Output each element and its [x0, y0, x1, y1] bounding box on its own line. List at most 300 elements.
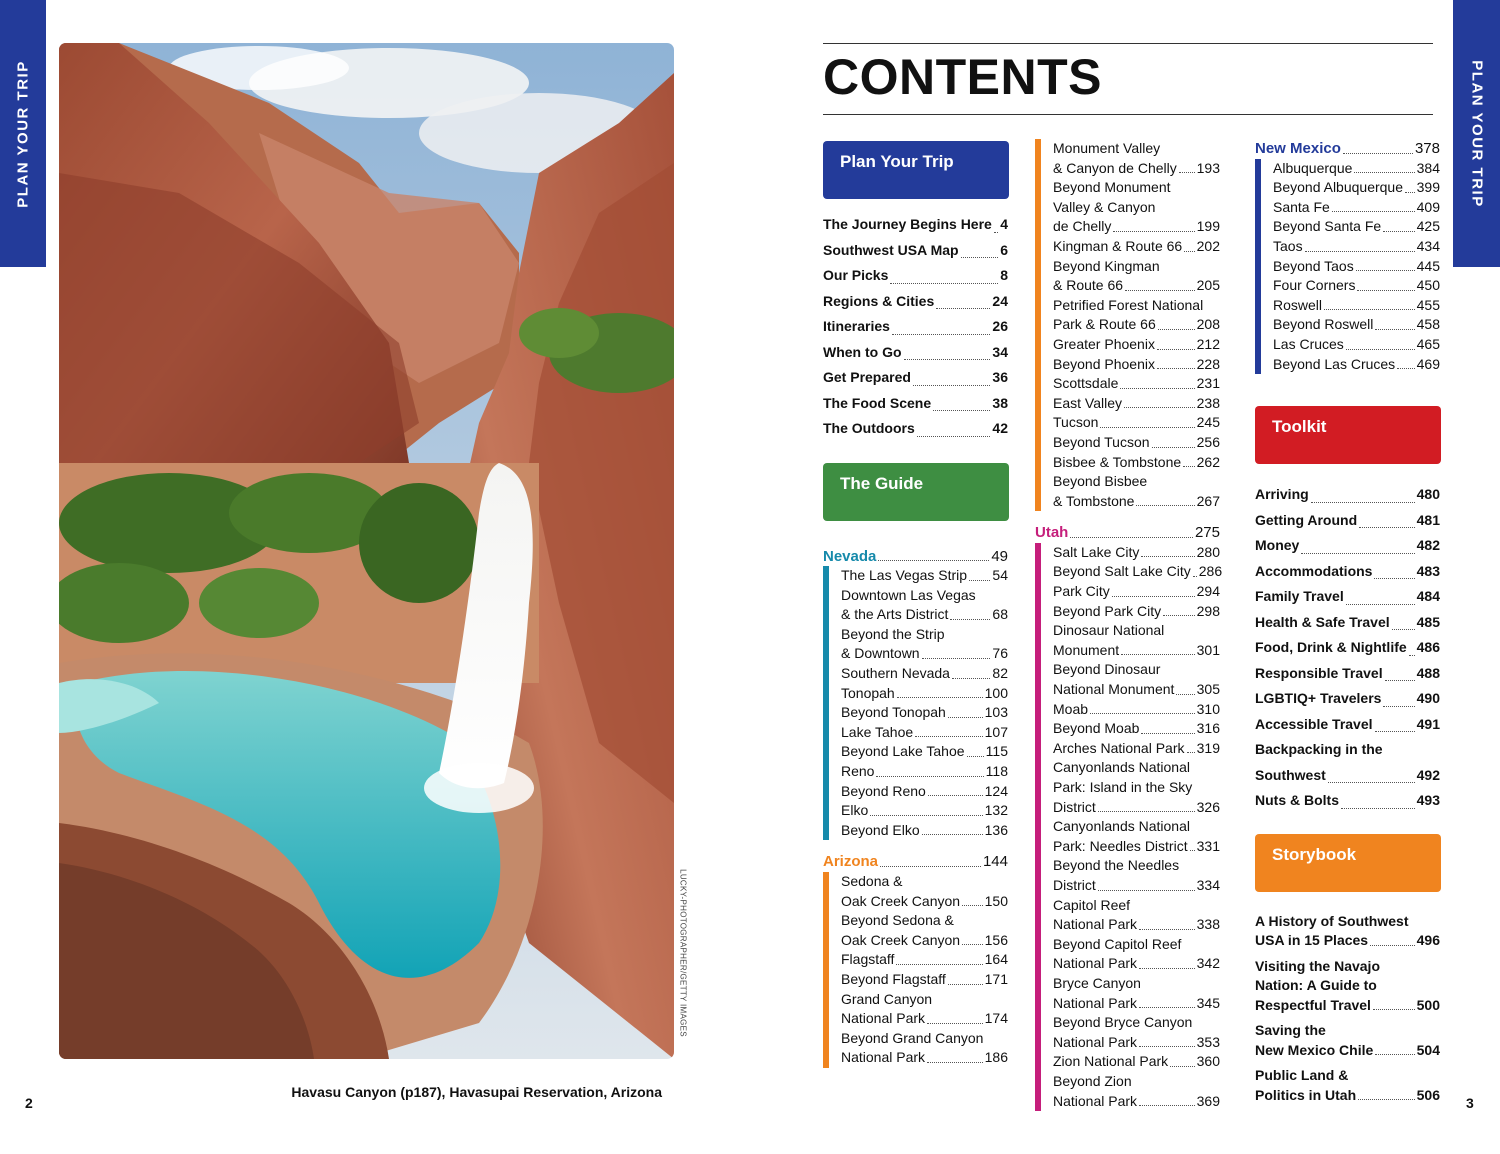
leader-dots — [1179, 172, 1195, 173]
toc-entry[interactable] — [1273, 159, 1443, 179]
leader-dots — [1397, 368, 1414, 369]
toc-entry-line — [1053, 394, 1220, 414]
toc-entry[interactable] — [823, 263, 1011, 289]
toc-entry-label: Backpacking in the — [1255, 741, 1383, 758]
toc-entry-page: 193 — [1196, 159, 1220, 176]
toc-entry-page: 262 — [1196, 453, 1220, 470]
toc-entry[interactable] — [1053, 582, 1223, 602]
toc-entry[interactable] — [841, 950, 1011, 970]
toc-entry-line — [841, 990, 1008, 1010]
toc-entry-label: Regions & Cities — [823, 292, 935, 309]
leader-dots — [892, 334, 990, 335]
toc-entry-line — [1053, 492, 1220, 512]
toc-entry-line — [1053, 217, 1220, 237]
toc-entry[interactable] — [1255, 661, 1443, 687]
toc-entry-line — [1053, 856, 1220, 876]
toc-entry[interactable] — [1053, 543, 1223, 563]
toc-entry-label: National Park — [1053, 1092, 1138, 1109]
toc-entry-label: & Downtown — [841, 645, 920, 662]
toc-entry-page: 482 — [1416, 537, 1440, 554]
leader-dots — [1357, 290, 1414, 291]
toc-entry-line — [841, 664, 1008, 684]
toc-entry-label: Arches National Park — [1053, 739, 1185, 756]
toc-entry[interactable] — [1255, 712, 1443, 738]
leader-dots — [1409, 655, 1415, 656]
toc-entry-page: 202 — [1196, 237, 1220, 254]
toc-entry[interactable] — [1273, 198, 1443, 218]
toc-entry-label: Lake Tahoe — [841, 723, 914, 740]
toc-entry-page: 38 — [992, 394, 1008, 411]
toc-entry[interactable] — [841, 801, 1011, 821]
contents-column-1 — [823, 141, 1011, 1068]
toc-entry-label: National Park — [1053, 1033, 1138, 1050]
toc-entry-label: Sedona & — [841, 873, 903, 889]
toc-entry[interactable] — [1053, 700, 1223, 720]
toc-entry-label: Capitol Reef — [1053, 896, 1131, 913]
toc-entry[interactable] — [1053, 739, 1223, 759]
toc-entry[interactable] — [1255, 737, 1443, 788]
toc-entry[interactable] — [1255, 957, 1443, 1016]
toc-entry-line — [1053, 974, 1220, 994]
toc-entry-line — [1053, 719, 1220, 739]
toc-entry-line — [1053, 994, 1220, 1014]
toc-entry[interactable] — [823, 212, 1011, 238]
toc-entry-page: 409 — [1416, 198, 1440, 215]
toc-entry[interactable] — [1273, 355, 1443, 375]
region-heading[interactable]: Utah 275 — [1035, 524, 1220, 542]
toc-entry-line — [1053, 433, 1220, 453]
toc-entry[interactable] — [1053, 1052, 1223, 1072]
the-guide-header: The Guide — [823, 463, 1009, 521]
toc-entry-label: & Canyon de Chelly — [1053, 159, 1177, 176]
toc-entry-line — [1053, 602, 1220, 622]
toc-entry-label: Beyond Elko — [841, 821, 920, 838]
toc-entry-label: Dinosaur National — [1053, 622, 1165, 639]
toc-entry[interactable] — [1053, 1072, 1223, 1111]
toc-entry-line — [1053, 915, 1220, 935]
toc-entry-label: Canyonlands National — [1053, 759, 1190, 776]
toc-entry[interactable] — [1053, 562, 1223, 582]
toc-entry-label: Beyond Bisbee — [1053, 473, 1148, 490]
storybook-list — [1255, 912, 1443, 1106]
title-rule — [823, 114, 1433, 115]
toc-entry-page: 150 — [984, 892, 1008, 909]
toc-entry-label: Beyond the Needles — [1053, 857, 1180, 874]
leader-dots — [917, 436, 991, 437]
leader-dots — [961, 257, 999, 258]
toc-entry[interactable] — [1255, 1066, 1443, 1105]
toc-entry-label: Santa Fe — [1273, 198, 1330, 215]
toc-entry-page: 36 — [992, 369, 1008, 385]
toc-entry-line — [841, 782, 1008, 802]
toc-entry[interactable] — [1053, 433, 1223, 453]
toc-entry[interactable] — [1053, 660, 1223, 699]
toc-entry-page: 425 — [1416, 218, 1440, 235]
toc-entry[interactable] — [1053, 817, 1223, 856]
toc-entry-label: National Park — [1053, 916, 1138, 933]
toc-entry-label: Greater Phoenix — [1053, 335, 1155, 352]
toc-entry[interactable] — [823, 238, 1011, 264]
toc-entry[interactable] — [1053, 355, 1223, 375]
toc-entry-label: Beyond Park City — [1053, 602, 1162, 619]
toc-entry[interactable] — [1053, 413, 1223, 433]
toc-entry-label: & Tombstone — [1053, 492, 1135, 509]
toc-entry-page: 360 — [1196, 1053, 1220, 1070]
toc-entry-line — [823, 289, 1008, 315]
toc-entry[interactable] — [1053, 758, 1223, 817]
toc-entry-label: Southwest — [1255, 766, 1326, 783]
leader-dots — [969, 580, 990, 581]
toc-entry-page: 208 — [1196, 316, 1220, 333]
toc-entry-label: Beyond Kingman — [1053, 257, 1160, 274]
toc-entry[interactable] — [841, 566, 1011, 586]
leader-dots — [1163, 615, 1194, 616]
toc-entry-page: 491 — [1416, 715, 1440, 732]
toc-entry-label: Beyond Bryce Canyon — [1053, 1014, 1193, 1031]
toc-entry[interactable] — [1273, 315, 1443, 335]
toc-entry-label: Itineraries — [823, 318, 890, 334]
toolkit-list — [1255, 482, 1443, 814]
toc-entry-label: National Park — [1053, 955, 1138, 972]
toc-entry[interactable] — [1273, 335, 1443, 355]
toc-entry-label: Reno — [841, 763, 875, 780]
toc-entry-page: 103 — [984, 704, 1008, 721]
toc-entry-label: Kingman & Route 66 — [1053, 237, 1183, 254]
leader-dots — [967, 756, 984, 757]
leader-dots — [890, 283, 998, 284]
toc-entry[interactable] — [1053, 139, 1223, 178]
toc-entry[interactable] — [1273, 237, 1443, 257]
toc-entry-label: Arriving — [1255, 486, 1309, 503]
leader-dots — [952, 678, 990, 679]
toc-entry-label: Beyond Salt Lake City — [1053, 563, 1191, 580]
toc-entry[interactable] — [1255, 686, 1443, 712]
toc-entry-line — [1053, 562, 1223, 582]
toc-entry-page: 469 — [1416, 355, 1440, 372]
leader-dots — [915, 736, 983, 737]
toc-entry-page: 334 — [1196, 876, 1220, 893]
toc-entry[interactable] — [823, 416, 1011, 442]
leader-dots — [1375, 1054, 1414, 1055]
toc-entry[interactable] — [1053, 472, 1223, 511]
toc-entry[interactable] — [1273, 178, 1443, 198]
toc-entry-line — [1255, 686, 1440, 712]
toc-entry[interactable] — [841, 970, 1011, 990]
toc-entry-label: Beyond Moab — [1053, 720, 1140, 737]
toc-entry-page: 298 — [1196, 602, 1220, 619]
toc-entry-label: National Park — [841, 1010, 926, 1027]
toc-entry-page: 107 — [984, 723, 1008, 740]
toc-entry[interactable] — [841, 990, 1011, 1029]
toc-entry-line — [1255, 1041, 1440, 1061]
toc-entry[interactable] — [1255, 482, 1443, 508]
toc-entry-label: National Park — [1053, 994, 1138, 1011]
toc-entry[interactable] — [1053, 602, 1223, 622]
toc-entry[interactable] — [1053, 237, 1223, 257]
toc-entry-label: Nation: A Guide to — [1255, 977, 1377, 994]
toc-entry[interactable] — [841, 911, 1011, 950]
toc-entry-label: Beyond Taos — [1273, 257, 1354, 274]
toc-entry-label: Beyond the Strip — [841, 625, 945, 642]
toc-entry-line — [1053, 543, 1220, 563]
toc-entry-page: 186 — [984, 1049, 1008, 1066]
toc-entry-line — [1255, 976, 1440, 996]
toc-entry[interactable] — [841, 664, 1011, 684]
leader-dots — [1139, 1046, 1195, 1047]
toc-entry-page: 480 — [1416, 486, 1440, 503]
toc-entry-line — [1053, 660, 1220, 680]
toc-entry-line — [823, 263, 1008, 289]
toc-entry[interactable] — [823, 365, 1011, 391]
leader-dots — [1383, 231, 1414, 232]
toc-entry-line — [841, 970, 1008, 990]
toc-entry[interactable] — [1255, 912, 1443, 951]
toc-entry-page: 24 — [992, 292, 1008, 309]
toc-entry-label: Scottsdale — [1053, 375, 1119, 392]
toc-entry-page: 301 — [1196, 641, 1220, 658]
toc-entry-page: 485 — [1416, 613, 1440, 630]
toc-entry-line — [841, 762, 1008, 782]
toc-entry-label: Politics in Utah — [1255, 1086, 1357, 1103]
toc-entry[interactable] — [1053, 974, 1223, 1013]
leader-dots — [897, 697, 983, 698]
toc-entry-label: Park & Route 66 — [1053, 316, 1156, 333]
toc-entry[interactable] — [841, 684, 1011, 704]
toc-entry-line — [1255, 931, 1440, 951]
toc-entry[interactable] — [1255, 584, 1443, 610]
toc-entry[interactable] — [1053, 856, 1223, 895]
toc-entry-line — [1053, 876, 1220, 896]
toc-entry-line — [1273, 276, 1440, 296]
toc-entry-page: 124 — [984, 782, 1008, 799]
toc-entry[interactable] — [1255, 635, 1443, 661]
toc-entry-line — [1053, 198, 1220, 218]
toc-entry-line — [1273, 335, 1440, 355]
toc-entry[interactable] — [1255, 508, 1443, 534]
toc-entry[interactable] — [1255, 533, 1443, 559]
toc-entry-line — [841, 684, 1008, 704]
region-utah — [1035, 523, 1223, 1111]
region-heading[interactable]: Nevada 49 — [823, 547, 1008, 565]
toc-entry[interactable] — [1255, 1021, 1443, 1060]
leader-dots — [1359, 527, 1415, 528]
plan-your-trip-list — [823, 212, 1011, 442]
toc-entry-label: Our Picks — [823, 267, 889, 283]
toc-entry-page: 319 — [1196, 739, 1220, 756]
toc-entry-label: Beyond Las Cruces — [1273, 355, 1396, 372]
toc-entry-label: Beyond Zion — [1053, 1072, 1132, 1089]
toc-entry-line — [1053, 355, 1220, 375]
leader-dots — [1356, 270, 1415, 271]
toc-entry[interactable] — [1053, 1013, 1223, 1052]
leader-dots — [950, 619, 990, 620]
toc-entry[interactable] — [841, 872, 1011, 911]
arizona-continued-sublist — [1035, 139, 1223, 511]
side-tab-label: PLAN YOUR TRIP — [1468, 59, 1485, 208]
toc-entry-page: 316 — [1196, 720, 1220, 737]
toc-entry-line — [1273, 198, 1440, 218]
leader-dots — [1184, 251, 1194, 252]
toc-entry-line — [1255, 610, 1440, 636]
toc-entry[interactable] — [1273, 296, 1443, 316]
toc-entry[interactable] — [1053, 896, 1223, 935]
toc-entry-label: East Valley — [1053, 394, 1122, 411]
toc-entry-page: 115 — [985, 743, 1008, 760]
leader-dots — [1157, 368, 1195, 369]
toc-entry[interactable] — [1053, 178, 1223, 237]
toc-entry-label: Beyond Lake Tahoe — [841, 743, 965, 760]
toc-entry[interactable] — [1273, 276, 1443, 296]
toc-entry-label: Family Travel — [1255, 588, 1344, 605]
toc-entry-page: 118 — [985, 763, 1008, 780]
region-heading[interactable]: Arizona 144 — [823, 853, 1008, 871]
leader-dots — [948, 984, 983, 985]
toc-entry-page: 171 — [984, 970, 1008, 987]
leader-dots — [1124, 407, 1195, 408]
toc-entry[interactable] — [1053, 296, 1223, 335]
toc-entry-label: Tucson — [1053, 414, 1099, 431]
toc-entry-label: Las Cruces — [1273, 335, 1344, 352]
toc-entry-line — [1053, 453, 1220, 473]
toc-entry-label: Taos — [1273, 237, 1303, 254]
toc-entry-line — [1053, 935, 1220, 955]
toc-entry[interactable] — [823, 289, 1011, 315]
toc-entry[interactable] — [841, 703, 1011, 723]
toc-entry[interactable] — [1273, 257, 1443, 277]
toc-entry[interactable] — [1053, 453, 1223, 473]
toc-entry-line — [1273, 257, 1440, 277]
toc-entry-label: Beyond Flagstaff — [841, 970, 946, 987]
toc-entry-label: Beyond Santa Fe — [1273, 218, 1382, 235]
toc-entry-line — [1255, 957, 1440, 977]
toc-entry[interactable] — [841, 762, 1011, 782]
toc-entry-line — [1053, 700, 1220, 720]
toc-entry[interactable] — [1053, 335, 1223, 355]
toc-entry-label: Roswell — [1273, 296, 1323, 313]
toc-entry-page: 205 — [1196, 277, 1220, 294]
toc-entry[interactable] — [1053, 935, 1223, 974]
leader-dots — [913, 385, 990, 386]
toc-entry[interactable] — [1255, 788, 1443, 814]
toc-entry[interactable] — [823, 391, 1011, 417]
toc-entry[interactable] — [1053, 719, 1223, 739]
toc-entry-label: Oak Creek Canyon — [841, 931, 961, 948]
toc-entry-line — [1273, 217, 1440, 237]
toc-entry[interactable] — [1053, 374, 1223, 394]
toc-entry-label: Get Prepared — [823, 369, 911, 385]
region-heading[interactable]: New Mexico 378 — [1255, 140, 1440, 157]
toc-entry-page: 342 — [1196, 955, 1220, 972]
toc-entry[interactable] — [841, 1029, 1011, 1068]
leader-dots — [1157, 349, 1195, 350]
leader-dots — [1301, 553, 1414, 554]
toc-entry[interactable] — [823, 314, 1011, 340]
toc-entry-label: Beyond Tonopah — [841, 704, 946, 721]
toc-entry-line — [841, 872, 1008, 892]
leader-dots — [1190, 850, 1195, 851]
toc-entry-label: A History of Southwest — [1255, 912, 1409, 929]
toc-entry-page: 455 — [1416, 296, 1440, 313]
toc-entry-line — [1053, 758, 1220, 778]
toc-entry-line — [1255, 1066, 1440, 1086]
toc-entry-line — [841, 1048, 1008, 1068]
leader-dots — [1098, 890, 1195, 891]
havasu-falls-photo — [59, 43, 674, 1059]
toc-entry[interactable] — [841, 625, 1011, 664]
toc-entry-label: Moab — [1053, 700, 1089, 717]
leader-dots — [904, 359, 991, 360]
toc-entry-label: Southern Nevada — [841, 665, 950, 682]
toc-entry-line — [1053, 778, 1220, 798]
leader-dots — [1193, 576, 1197, 577]
toc-entry-line — [1053, 582, 1220, 602]
toc-entry-page: 245 — [1196, 414, 1220, 431]
top-rule — [823, 43, 1433, 44]
toc-entry-page: 212 — [1196, 335, 1220, 352]
toc-entry-label: Beyond Reno — [841, 782, 926, 799]
toc-entry-line — [841, 911, 1008, 931]
toc-entry[interactable] — [841, 742, 1011, 762]
toc-entry[interactable] — [1053, 621, 1223, 660]
leader-dots — [1375, 329, 1414, 330]
toc-entry-line — [1053, 374, 1220, 394]
toc-entry-label: Bisbee & Tombstone — [1053, 453, 1182, 470]
toc-entry-line — [1053, 296, 1220, 316]
toc-entry-line — [1273, 315, 1440, 335]
toc-entry[interactable] — [1053, 257, 1223, 296]
toc-entry-label: Beyond Dinosaur — [1053, 661, 1161, 678]
toc-entry-line — [841, 566, 1008, 586]
toc-entry-page: 434 — [1416, 237, 1440, 254]
toc-entry-label: Nuts & Bolts — [1255, 792, 1339, 809]
toc-entry-line — [1273, 159, 1440, 179]
leader-dots — [1090, 713, 1195, 714]
toc-entry[interactable] — [1053, 394, 1223, 414]
toc-entry-line — [823, 416, 1008, 442]
toc-entry-page: 100 — [984, 684, 1008, 701]
toc-entry-page: 54 — [992, 567, 1008, 584]
leader-dots — [1170, 1066, 1194, 1067]
new-mexico-sublist — [1255, 159, 1443, 375]
toc-entry[interactable] — [841, 821, 1011, 841]
toc-entry[interactable] — [841, 782, 1011, 802]
leader-dots — [936, 308, 990, 309]
toc-entry-line — [1053, 837, 1220, 857]
toc-entry-line — [1053, 472, 1220, 492]
toc-entry-line — [1255, 788, 1440, 814]
toc-entry-page: 458 — [1416, 316, 1440, 333]
toc-entry[interactable] — [1255, 559, 1443, 585]
toc-entry[interactable] — [823, 340, 1011, 366]
toc-entry[interactable] — [1273, 217, 1443, 237]
toc-entry[interactable] — [1255, 610, 1443, 636]
leader-dots — [962, 944, 983, 945]
toc-entry-line — [841, 586, 1008, 606]
arizona-sublist — [823, 872, 1011, 1068]
leader-dots — [1374, 578, 1414, 579]
toc-entry[interactable] — [841, 723, 1011, 743]
toc-entry-page: 164 — [984, 951, 1008, 968]
toc-entry[interactable] — [841, 586, 1011, 625]
toc-entry-label: Monument — [1053, 641, 1120, 658]
toc-entry-line — [1255, 661, 1440, 687]
leader-dots — [1100, 427, 1194, 428]
toc-entry-page: 174 — [984, 1010, 1008, 1027]
nevada-sublist — [823, 566, 1011, 840]
toc-entry-line — [823, 238, 1008, 264]
toc-entry-page: 4 — [1000, 216, 1008, 232]
toc-entry-page: 353 — [1196, 1033, 1220, 1050]
